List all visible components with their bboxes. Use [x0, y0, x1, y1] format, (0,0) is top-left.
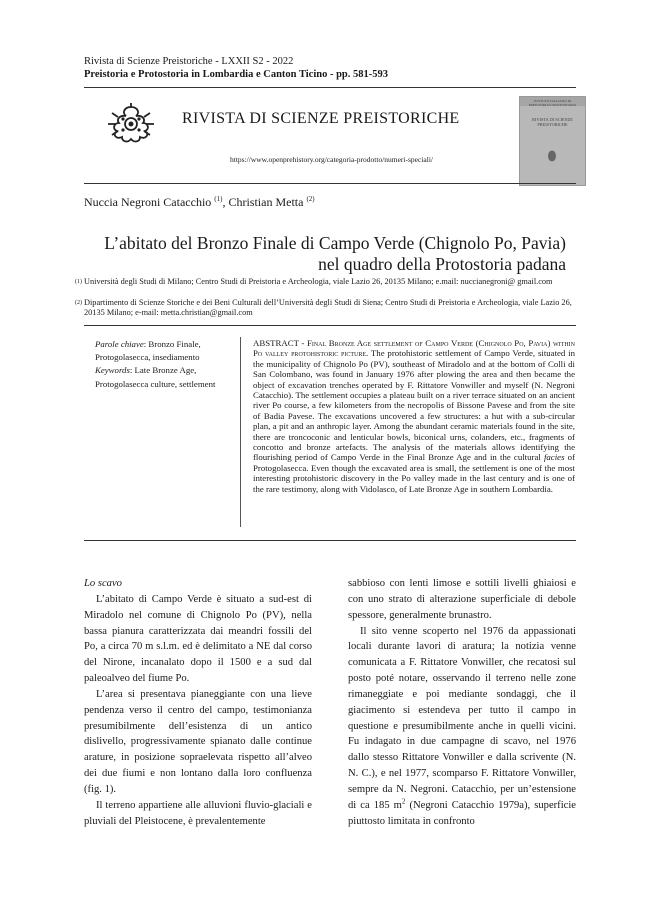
running-header-issue: Rivista di Scienze Preistoriche - LXXII S2 - 2022 [84, 56, 294, 67]
cover-top-text: ISTITUTO ITALIANO DI PREISTORIA E PROTOSTORIA [528, 99, 577, 107]
journal-title: RIVISTA DI SCIENZE PREISTORICHE [182, 110, 460, 127]
running-header-volume: Preistoria e Protostoria in Lombardia e Canton Ticino - pp. 581-593 [84, 69, 389, 80]
title-line-1: L’abitato del Bronzo Finale di Campo Verde (Chignolo Po, Pavia) [104, 233, 566, 253]
header-rule-top [84, 87, 576, 88]
cover-emblem-icon [546, 149, 558, 163]
paragraph: L’abitato di Campo Verde è situato a sud-est di Miradolo nel comune di Chignolo Po (PV), nella bassa pianura caratterizzata dai meandri fossili del Po, a circa 70 m s.l.m. ed è delimitato a NE dal corso del Nirone, incanalato dopo il 1500 e a sud dal paleoalveo del fiume Po. [84, 593, 312, 685]
keywords-italian: Parole chiave: Bronzo Finale, Protogolasecca, insediamento [95, 339, 201, 363]
author-1-mark: (1) [214, 195, 223, 203]
journal-url[interactable]: https://www.openprehistory.org/categoria-prodotto/numeri-speciali/ [230, 155, 434, 164]
section-heading: Lo scavo [84, 578, 122, 589]
abstract-heading: Final Bronze Age settlement of Campo Verde (Chignolo Po, Pavia) within Po valley protohistoric picture. [253, 338, 575, 359]
abstract-facies: facies [543, 452, 565, 463]
affiliation-2 [75, 298, 576, 318]
author-1: Nuccia Negroni Catacchio [84, 195, 212, 209]
keywords-english: Keywords: Late Bronze Age, Protogolasecca culture, settlement [95, 365, 216, 389]
paragraph: Il sito venne scoperto nel 1976 da appassionati locali durante lavori di aratura; la notizia venne comunicata a F. Rittatore Vonwiller, che recatosi sul posto poté notare, osservando il terreno nelle zone rimaneggiate e poi mediante sondaggi, che il giacimento si estendeva per tutto il campo in questione e presumibilmente anche in quelli vicini. Fu indagato in due campagne di scavo, nel 1976 dallo stesso Rittatore Vonwiller e dalla scrivente (N. N. C.), e nel 1977, scomparso F. Rittatore Vonwiller, sempre da N. Negroni. Catacchio, per un’estensione di ca 185 $m^2$ (Negroni Catacchio 1979a), superficie piuttosto limitata in confronto [348, 625, 576, 827]
paragraph: L’area si presentava pianeggiante con una lieve pendenza verso il centro del campo, testimonianza presumibilmente dell’esistenza di un antico dislivello, progressivamente spianato dalle continue arature, in posizione sopraelevata rispetto all’alveo dei due fiumi e non lontano dalla loro confluenza (fig. 1). [84, 688, 312, 795]
paragraph: Il terreno appartiene alle alluvioni fluvio-glaciali e pluviali del Pleistocene, è prevalentemente [84, 799, 312, 827]
keywords-divider [240, 337, 241, 527]
title-line-2: nel quadro della Protostoria padana [318, 254, 566, 274]
ornamental-logo-icon [104, 103, 158, 145]
body-left-column [84, 576, 312, 830]
header-rule-bottom [84, 183, 576, 184]
affiliation-2-mark: (2) [75, 300, 82, 306]
affiliation-1 [75, 277, 576, 287]
author-2-mark: (2) [306, 195, 315, 203]
affiliation-2-text: Dipartimento di Scienze Storiche e dei Beni Culturali dell’Università degli Studi di Siena; Centro Studi di Preistoria e Archeologia, viale Lazio 26, 20135 Milano; e-mail: metta.christian@gmail.com [84, 298, 572, 317]
journal-cover-thumbnail [519, 96, 586, 186]
authors-line [84, 195, 315, 210]
author-2: Christian Metta [228, 195, 304, 209]
abstract: ABSTRACT - Final Bronze Age settlement of Campo Verde (Chignolo Po, Pavia) within Po valley protohistoric picture. The protohistoric settlement of Campo Verde, situated in the municipality of Chignolo Po (PV), southeast of Miradolo and at the bottom of Colli di San Colombano, was found in January 1976 after plowing the area and then became the object of excavation trenches operated by F. Rittatore Vonwiller and myself (N. Negroni Catacchio). The settlement occupies a plateau built on a river terrace situated on an ancient river Po course, a few kilometers from the necropolis of Bissone Pavese and from the site of Badia Pavese. The excavations uncovered a few structures: a hut with a sub-circular plan, a pit and an anthropic layer. Among the abundant ceramic materials found in the site, there are troncoconic and lenticular bowls, biconical urns, colanders, etc., fragments of concotto and bronze artefacts. The analysis of the materials allows identifying the flourishing period of Campo Verde in the Final Bronze Age and in the cultural facies of Protogolasecca. Even though the excavated area is small, the settlement is one of the most interesting protohistoric discovery in the Po valley made in the last century and is one of the rare testimony, along with Vidolasco, of Late Bronze Age in southern Lombardia. [253, 338, 575, 494]
article-title [86, 233, 566, 275]
author-separator: , [222, 195, 229, 209]
cover-title: RIVISTA DI SCIENZE PREISTORICHE [532, 117, 573, 127]
body-right-column [348, 576, 576, 830]
affiliation-rule [84, 325, 576, 326]
affiliation-1-mark: (1) [75, 279, 82, 285]
affiliation-1-text: Università degli Studi di Milano; Centro Studi di Preistoria e Archeologia, viale Lazio 26, 20135 Milano; e.mail: nuccianegroni@ gmail.com [84, 277, 553, 286]
paragraph: sabbioso con lenti limose e sottili livelli ghiaiosi e con uno strato di alterazione superficiale di debole spessore, generalmente brunastro. [348, 578, 576, 621]
keywords-block [95, 338, 233, 391]
abstract-rule [84, 540, 576, 541]
